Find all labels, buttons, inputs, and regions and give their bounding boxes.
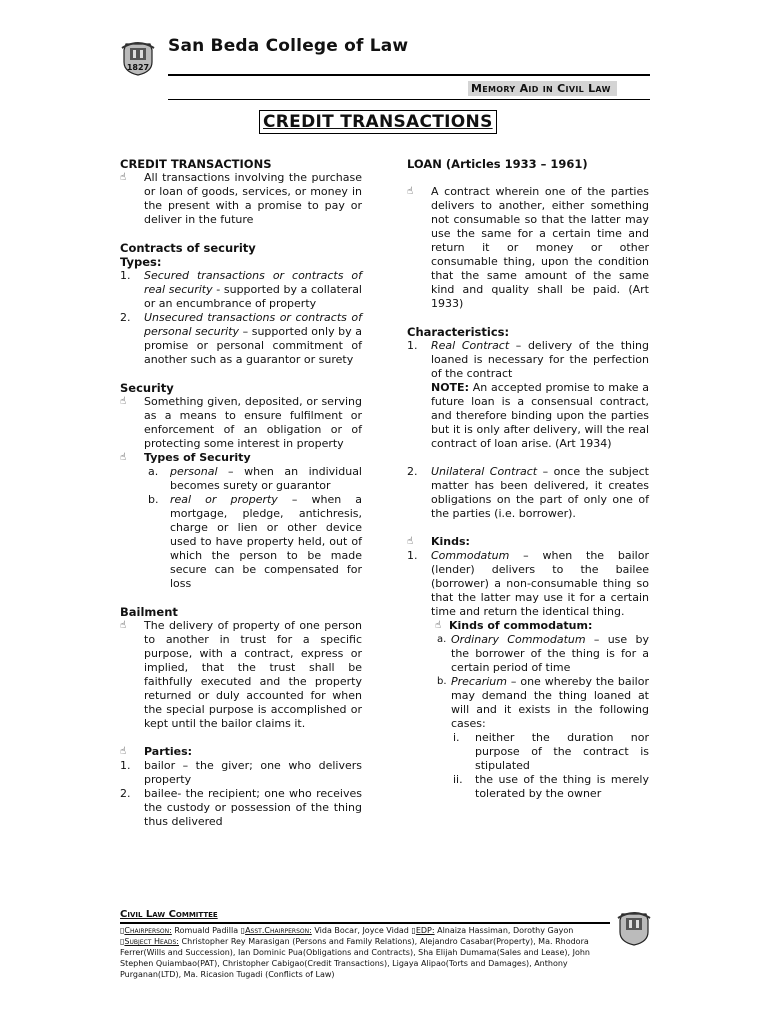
hand-bullet-icon: ☝ [120, 746, 127, 757]
memory-aid-label: Memory Aid in Civil Law [468, 81, 617, 96]
term: Unilateral Contract [431, 465, 538, 478]
header-rule-top [168, 74, 650, 76]
list-item [120, 759, 362, 787]
paragraph: All transactions involving the purchase or loan of goods, services, or money in the present with a promise to pay or deliver in the future [144, 171, 362, 226]
list-item [437, 675, 649, 731]
list-number: 1. [120, 269, 131, 282]
section-heading: Bailment [120, 605, 178, 619]
term: Commodatum [431, 549, 510, 562]
note [431, 381, 649, 451]
paragraph: neither the duration nor purpose of the contract is stipulated [475, 731, 649, 772]
bullet-item [407, 535, 649, 549]
section-heading: Characteristics: [407, 325, 510, 339]
list-item [407, 465, 649, 521]
paragraph: A contract wherein one of the parties delivers to another, either something not consumable so that the latter may use the same for a certain time and return it or money or other consumable thing, upon the condition that the same amount of the same kind and quality shall be paid. (Art 1933) [431, 185, 649, 310]
bullet-item [435, 619, 649, 633]
bullet-item [120, 171, 362, 227]
definition: – when an individual becomes surety or guarantor [170, 465, 362, 492]
footer-rule [120, 922, 610, 924]
definition: - supported by a collateral or an encumbrance of property [144, 283, 362, 310]
committee-title: Civil Law Committee [120, 909, 218, 920]
chair-name: Romuald Padilla [171, 926, 241, 935]
bullet-item [407, 185, 649, 311]
subheading: Kinds of commodatum: [449, 619, 593, 632]
edp-names: Alnaiza Hassiman, Dorothy Gayon [434, 926, 574, 935]
list-letter: b. [148, 493, 159, 506]
seal-year: 1827 [126, 63, 150, 72]
left-column [120, 157, 362, 829]
list-item [120, 787, 362, 829]
definition: – use by the borrower of the thing is for a certain period of time [451, 633, 649, 674]
term: personal [170, 465, 218, 478]
term: Precarium [451, 675, 507, 688]
list-number: 2. [120, 787, 131, 800]
asst-label: Asst.Chairperson: [245, 926, 312, 935]
header-rule-bottom [168, 99, 650, 100]
list-number: 2. [120, 311, 131, 324]
note-label: NOTE: [431, 381, 469, 394]
box-icon: ▯ [411, 926, 416, 935]
section-heading: LOAN (Articles 1933 – 1961) [407, 157, 588, 171]
definition: – supported only by a promise or personal commitment of another such as a guarantor or surety [144, 325, 363, 366]
hand-bullet-icon: ☝ [120, 396, 127, 407]
definition: – one whereby the bailor may demand the thing loaned at will and it exists in the following cases: [451, 675, 649, 730]
list-number: 1. [407, 339, 418, 352]
school-seal-icon [118, 36, 158, 76]
section-heading: CREDIT TRANSACTIONS [120, 157, 272, 171]
list-number: 1. [120, 759, 131, 772]
school-name: San Beda College of Law [168, 36, 409, 56]
subheading: Types of Security [144, 451, 251, 464]
school-seal-icon [614, 906, 654, 946]
subheading: Types: [120, 255, 162, 269]
note-text: An accepted promise to make a future loan is a consensual contract, and therefore binding upon the parties but it is only after delivery, will the real contract of loan arise. (Art 1934) [431, 381, 649, 450]
asst-names: Vida Bocar, Joyce Vidad [311, 926, 412, 935]
term: real or property [170, 493, 278, 506]
hand-bullet-icon: ☝ [435, 620, 442, 631]
committee-credits [120, 925, 620, 980]
hand-bullet-icon: ☝ [120, 172, 127, 183]
paragraph: the use of the thing is merely tolerated by the owner [475, 773, 649, 800]
term: Ordinary Commodatum [451, 633, 586, 646]
bullet-item [120, 619, 362, 731]
list-item [120, 311, 362, 367]
list-roman: ii. [453, 773, 463, 786]
hand-bullet-icon: ☝ [407, 186, 414, 197]
list-item [407, 339, 649, 381]
definition: – when the bailor (lender) delivers to the bailee (borrower) a non-consumable thing so that the latter may use it for a certain time and return the identical thing. [431, 549, 649, 618]
paragraph: Something given, deposited, or serving as a means to ensure fulfilment or enforcement of an obligation or of protecting some interest in property [144, 395, 362, 450]
list-number: 1. [407, 549, 418, 562]
edp-label: EDP: [415, 926, 435, 935]
section-heading: Contracts of security [120, 241, 256, 255]
section-heading: Security [120, 381, 174, 395]
list-item [437, 633, 649, 675]
list-item [148, 465, 362, 493]
list-letter: b. [437, 676, 447, 687]
list-letter: a. [437, 634, 447, 645]
chair-label: Chairperson: [124, 926, 172, 935]
hand-bullet-icon: ☝ [120, 452, 127, 463]
list-item [407, 549, 649, 619]
term: Secured transactions or contracts of real security [144, 269, 362, 296]
hand-bullet-icon: ☝ [407, 536, 414, 547]
list-number: 2. [407, 465, 418, 478]
page-title: CREDIT TRANSACTIONS [259, 110, 497, 134]
bullet-item [120, 395, 362, 451]
hand-bullet-icon: ☝ [120, 620, 127, 631]
heads-names: Christopher Rey Marasigan (Persons and Family Relations), Alejandro Casabar(Property), Ma. Rhodora Ferrer(Wills and Succession), Ian Dominic Pua(Obligations and Contracts), Sha Elijah Dumama(Sales and Lease), John Stephen Quiambao(PAT), Christopher Cabigao(Credit Transactions), Ligaya Alipao(Torts and Damages), Anthony Purganan(LTD), Ma. Ricasion Tugadi (Conflicts of Law) [120, 937, 590, 979]
subheading: Parties: [144, 745, 193, 758]
paragraph: The delivery of property of one person to another in trust for a specific purpose, with a contract, express or implied, that the trust shall be faithfully executed and the property returned or duly accounted for when the special purpose is accomplished or kept until the bailor claims it. [144, 619, 362, 730]
bullet-item [120, 745, 362, 759]
definition: – delivery of the thing loaned is necessary for the perfection of the contract [431, 339, 649, 380]
list-item [453, 773, 649, 801]
box-icon: ▯ [120, 926, 125, 935]
bullet-item [120, 451, 362, 465]
subheading: Kinds: [431, 535, 470, 548]
definition: – when a mortgage, pledge, antichresis, charge or lien or other device used to have property held, out of which the person to be made secure can be compensated for loss [170, 493, 362, 590]
heads-label: Subject Heads: [124, 937, 179, 946]
box-icon: ▯ [240, 926, 246, 935]
paragraph: bailor – the giver; one who delivers property [144, 759, 362, 786]
definition: – once the subject matter has been delivered, it creates obligations on the part of only one of the parties (i.e. borrower). [431, 465, 649, 520]
term: Unsecured transactions or contracts of personal security [144, 311, 362, 338]
paragraph: bailee- the recipient; one who receives the custody or possession of the thing thus delivered [144, 787, 362, 828]
right-column [407, 157, 649, 801]
list-letter: a. [148, 465, 159, 478]
list-item [148, 493, 362, 591]
list-roman: i. [453, 731, 460, 744]
box-icon: ▯ [120, 937, 125, 946]
list-item [120, 269, 362, 311]
term: Real Contract [431, 339, 510, 352]
list-item [453, 731, 649, 773]
